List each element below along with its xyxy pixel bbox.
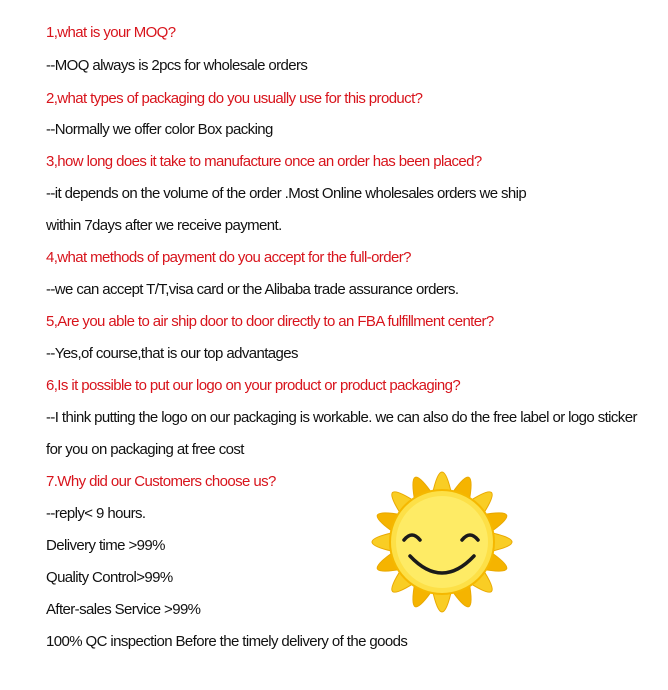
faq-answer: 100% QC inspection Before the timely delivery of the goods xyxy=(46,633,408,650)
faq-answer: --Yes,of course,that is our top advantages xyxy=(46,345,298,362)
faq-answer: --Normally we offer color Box packing xyxy=(46,121,273,138)
faq-answer: Delivery time >99% xyxy=(46,537,165,554)
faq-question: 5,Are you able to air ship door to door directly to an FBA fulfillment center? xyxy=(46,313,494,330)
faq-question: 2,what types of packaging do you usually use for this product? xyxy=(46,90,423,107)
faq-answer: Quality Control>99% xyxy=(46,569,173,586)
faq-question: 1,what is your MOQ? xyxy=(46,24,176,41)
faq-answer: for you on packaging at free cost xyxy=(46,441,244,458)
faq-answer: --reply< 9 hours. xyxy=(46,505,146,522)
faq-question: 6,Is it possible to put our logo on your product or product packaging? xyxy=(46,377,461,394)
faq-answer: --we can accept T/T,visa card or the Alibaba trade assurance orders. xyxy=(46,281,459,298)
faq-answer: within 7days after we receive payment. xyxy=(46,217,282,234)
faq-question: 3,how long does it take to manufacture once an order has been placed? xyxy=(46,153,482,170)
faq-answer: --I think putting the logo on our packaging is workable. we can also do the free label or logo sticker xyxy=(46,409,637,426)
faq-answer: --MOQ always is 2pcs for wholesale orders xyxy=(46,57,308,74)
faq-answer: --it depends on the volume of the order .Most Online wholesales orders we ship xyxy=(46,185,527,202)
faq-question: 4,what methods of payment do you accept for the full-order? xyxy=(46,249,411,266)
smiling-sun-icon xyxy=(352,452,532,632)
faq-answer: After-sales Service >99% xyxy=(46,601,201,618)
faq-question: 7.Why did our Customers choose us? xyxy=(46,473,276,490)
